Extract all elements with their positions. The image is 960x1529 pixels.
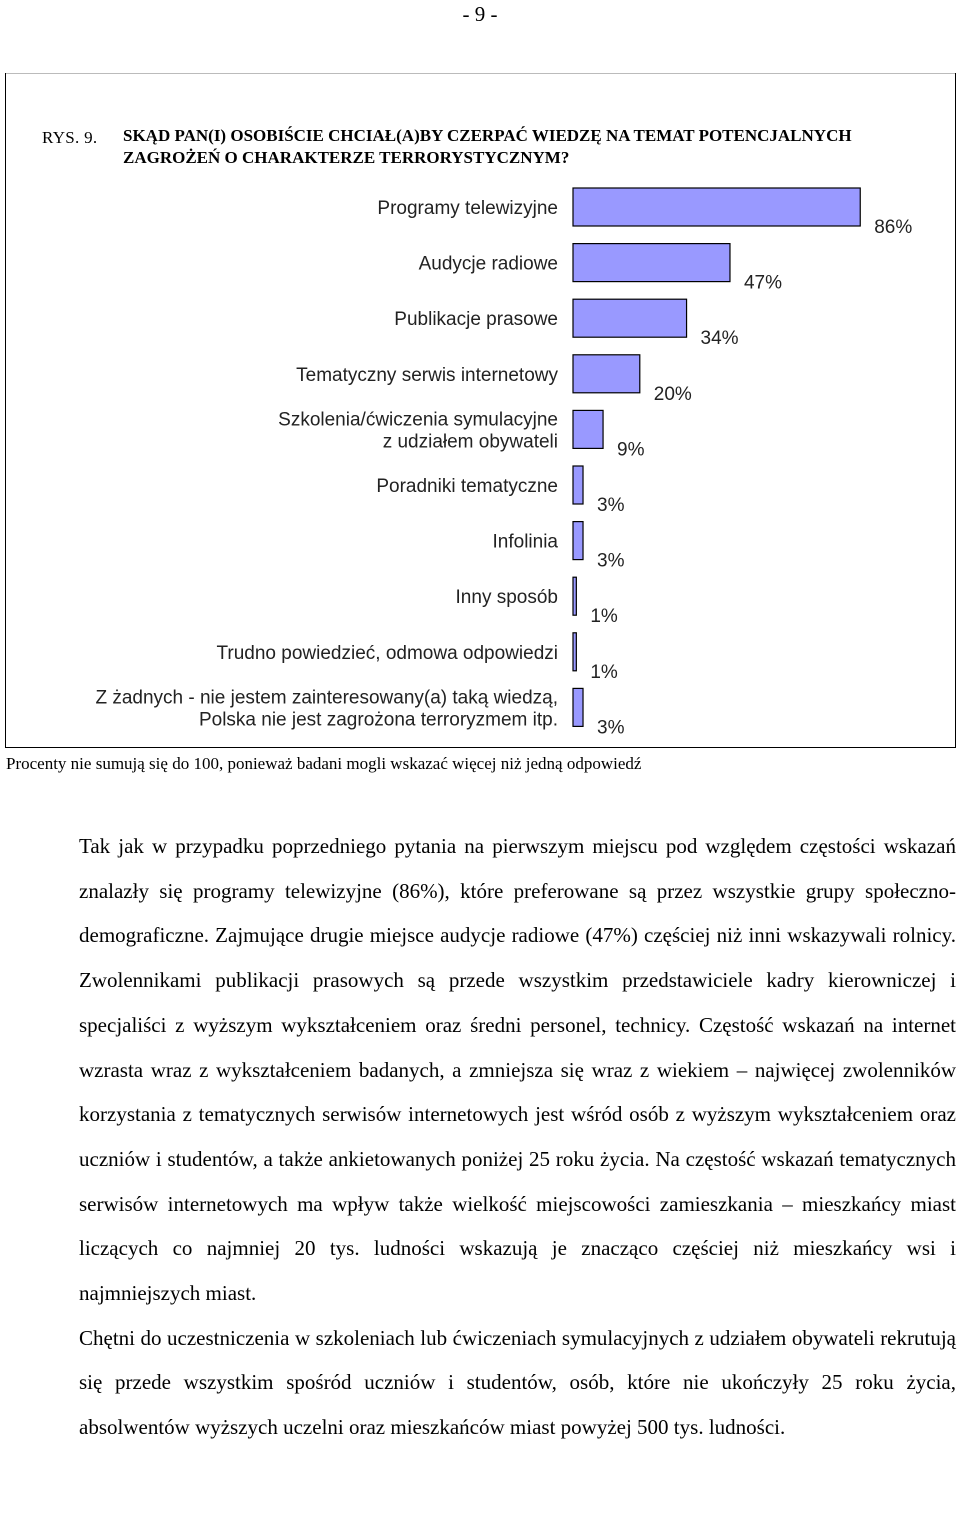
bar-3 [573,355,640,393]
figure-footnote: Procenty nie sumują się do 100, ponieważ badani mogli wskazać więcej niż jedną odpowiedź [6,754,642,773]
paragraph-2: Chętni do uczestniczenia w szkoleniach lub ćwiczeniach symulacyjnych z udziałem obywateli rekrutują się przede wszystkim spośród uczniów i studentów, osób, które nie ukończyły 25 roku życia, absolwentów wyższych uczelni oraz mieszkańców miast powyżej 500 tys. ludności. [79,1325,956,1440]
bar-9 [573,688,583,726]
value-label-7: 1% [590,606,618,628]
value-label-9: 3% [597,717,625,739]
value-label-4: 9% [617,439,645,461]
value-label-8: 1% [590,661,618,683]
category-label-1: Audycje radiowe [418,253,558,275]
category-label-8: Trudno powiedzieć, odmowa odpowiedzi [216,642,558,664]
bar-2 [573,299,687,337]
figure-number: RYS. 9. [42,128,98,147]
value-label-3: 20% [653,383,692,405]
bar-0 [573,188,860,226]
value-label-1: 47% [743,272,783,294]
bar-8 [573,633,576,671]
bar-chart [0,0,960,760]
bar-1 [573,244,730,282]
category-label-9: Z żadnych - nie jestem zainteresowany(a) taką wiedzą, Polska nie jest zagrożona terroryzmem itp. [95,687,558,731]
value-label-6: 3% [597,550,625,572]
category-label-2: Publikacje prasowe [394,309,558,331]
bar-6 [573,522,583,560]
bar-5 [573,466,583,504]
figure-title: SKĄD PAN(I) OSOBIŚCIE CHCIAŁ(A)BY CZERPAĆ WIEDZĘ NA TEMAT POTENCJALNYCH ZAGROŻEŃ O CHARAKTERZE TERRORYSTYCZNYM? [123,126,852,167]
body-text [6,824,956,1450]
paragraph-1: Tak jak w przypadku poprzedniego pytania na pierwszym miejscu pod względem częstości wskazań znalazły się programy telewizyjne (86%), które preferowane są przez wszystkie grupy społeczno-demograficzne. Zajmujące drugie miejsce audycje radiowe (47%) częściej niż inni wskazywali rolnicy. Zwolennikami publikacji prasowych są przede wszystkim przedstawiciele kadry kierowniczej i specjaliści z wyższym wykształceniem oraz średni personel, technicy. Częstość wskazań na internet wzrasta wraz z wykształceniem badanych, a zmniejsza się wraz z wiekiem – najwięcej zwolenników korzystania z tematycznych serwisów internetowych jest wśród osób z wyższym wykształceniem oraz uczniów i studentów, a także ankietowanych poniżej 25 roku życia. Na częstość wskazań tematycznych serwisów internetowych ma wpływ także wielkość miejscowości zamieszkania – mieszkańcy miast liczących co najmniej 20 tys. ludności wskazują je znacząco częściej niż mieszkańcy wsi i najmniejszych miast. [79,834,956,1306]
bar-4 [573,410,603,448]
bar-7 [573,577,576,615]
category-label-7: Inny sposób [455,587,558,609]
category-label-5: Poradniki tematyczne [376,476,558,497]
category-label-3: Tematyczny serwis internetowy [296,364,558,386]
category-label-0: Programy telewizyjne [377,198,558,219]
value-label-0: 86% [874,217,913,238]
value-label-5: 3% [597,495,625,516]
page-number: - 9 - [462,2,498,26]
category-label-4: Szkolenia/ćwiczenia symulacyjne z udziałem obywateli [278,409,558,453]
value-label-2: 34% [700,328,739,350]
category-label-6: Infolinia [492,531,558,553]
